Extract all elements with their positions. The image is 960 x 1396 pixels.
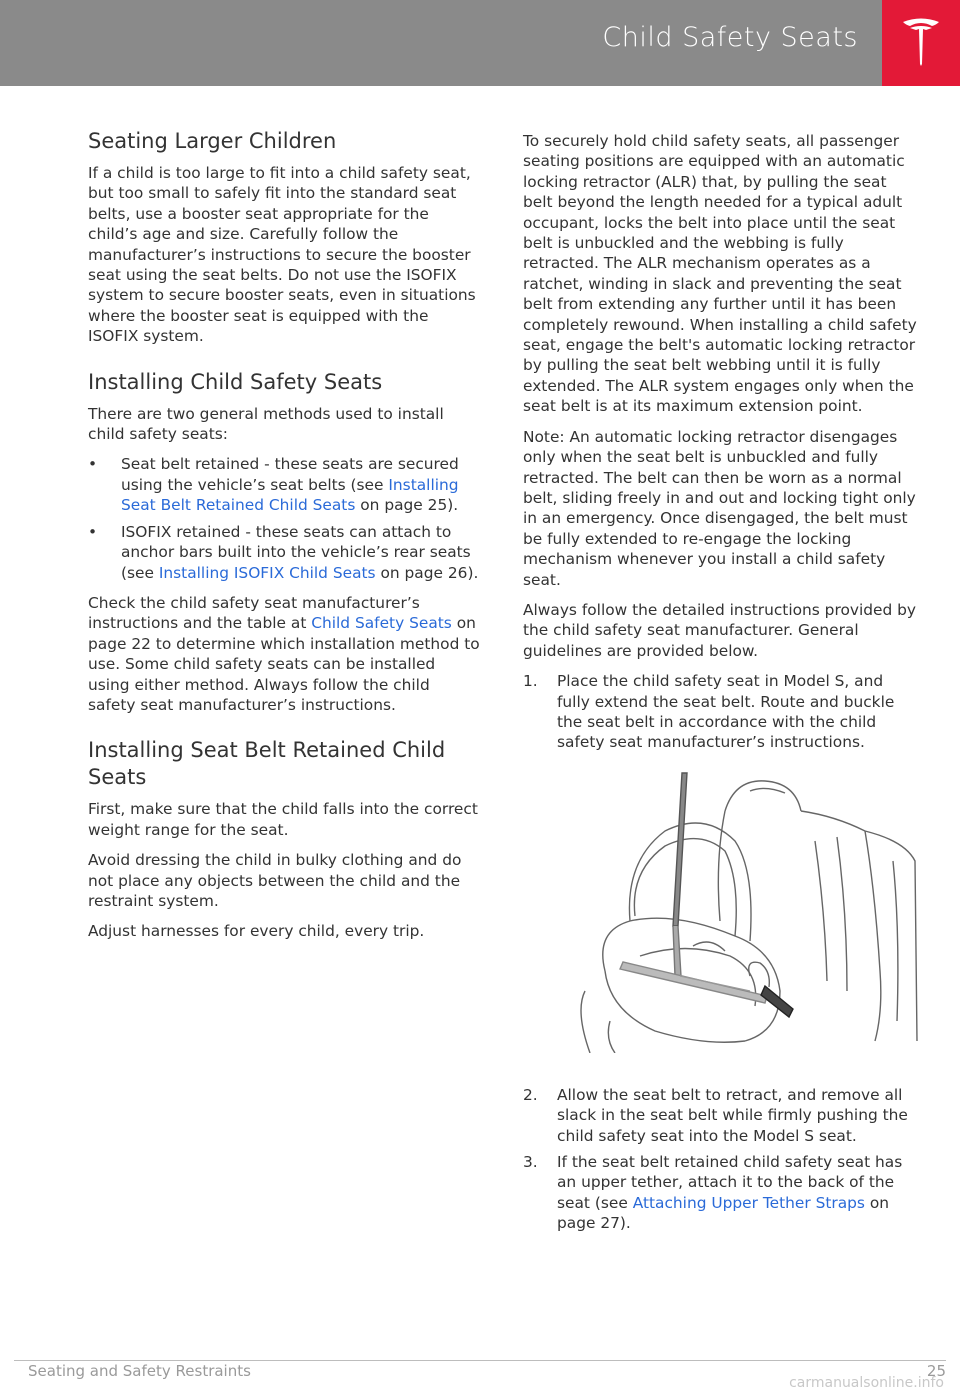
link-attaching-upper-tether[interactable]: Attaching Upper Tether Straps	[632, 1193, 865, 1212]
heading-installing-child-safety-seats: Installing Child Safety Seats	[88, 369, 383, 394]
left-column	[88, 128, 480, 952]
paragraph-alr: To securely hold child safety seats, all passenger seating positions are equipped with an automatic locking retractor (ALR) that, by pulling the seat belt beyond the length needed for a typical adult occupant, locks the belt into place until the seat belt is unbuckled and the webbing is fully retracted. The ALR mechanism operates as a ratchet, winding in slack and preventing the seat belt from extending any further until it has been completely rewound. When installing a child safety seat, engage the belt's automatic locking retractor by pulling the seat belt webbing until it is fully extended. The ALR system engages only when the seat belt is at its maximum extension point.	[523, 132, 917, 416]
step-number: 2.	[523, 1085, 538, 1104]
paragraph-follow-instructions: Always follow the detailed instructions provided by the child safety seat manufacturer. General guidelines are provided below.	[523, 600, 917, 660]
footer-page-number: 25	[926, 1362, 946, 1380]
heading-seating-larger-children: Seating Larger Children	[88, 129, 337, 153]
child-seat-illustration	[575, 771, 918, 1053]
install-methods-list	[88, 454, 480, 582]
link-installing-seat-belt-retained[interactable]: Installing Seat Belt Retained Child Seats	[121, 475, 459, 515]
right-column	[523, 131, 918, 1244]
tesla-logo-icon	[901, 16, 941, 68]
footer-divider	[14, 1360, 946, 1361]
figure	[523, 771, 918, 1071]
heading-installing-seat-belt-retained: Installing Seat Belt Retained Child Seats	[88, 738, 446, 790]
list-item: 1. Place the child safety seat in Model S, and fully extend the seat belt. Route and buckle the seat belt in accordance with the child safety seat manufacturer’s instructions.	[523, 672, 895, 752]
list-item: • ISOFIX retained - these seats can attach to anchor bars built into the vehicle’s rear seats (see Installing ISOFIX Child Seats on page 26).	[88, 522, 479, 582]
bullet: •	[88, 522, 98, 541]
link-installing-isofix[interactable]: Installing ISOFIX Child Seats	[158, 563, 376, 582]
paragraph-bulky-clothing: Avoid dressing the child in bulky clothing and do not place any objects between the child and the restraint system.	[88, 851, 462, 910]
paragraph-install-methods: There are two general methods used to install child safety seats:	[88, 404, 444, 444]
watermark: carmanualsonline.info	[789, 1375, 944, 1391]
step-number: 1.	[523, 672, 538, 691]
bullet: •	[88, 455, 98, 474]
page-header	[0, 0, 960, 86]
list-item: • Seat belt retained - these seats are secured using the vehicle’s seat belts (see Installing Seat Belt Retained Child Seats on page 25).	[88, 455, 459, 515]
logo-box	[882, 0, 960, 86]
steps-list-continued	[523, 1085, 918, 1234]
list-item: 2. Allow the seat belt to retract, and remove all slack in the seat belt while firmly pushing the child safety seat into the Model S seat.	[523, 1085, 908, 1145]
link-child-safety-seats[interactable]: Child Safety Seats	[311, 614, 452, 633]
paragraph-check-manufacturer: Check the child safety seat manufacturer’s instructions and the table at Child Safety Seats on page 22 to determine which installation method to use. Some child safety seats can be installed using either method. Always follow the child safety seat manufacturer’s instructions.	[88, 593, 480, 714]
footer-section: Seating and Safety Restraints	[28, 1362, 251, 1380]
steps-list	[523, 671, 918, 753]
paragraph-larger-children: If a child is too large to fit into a child safety seat, but too small to safely fit into the standard seat belts, use a booster seat appropriate for the child’s age and size. Carefully follow the manufacturer’s instructions to secure the booster seat using the seat belts. Do not use the ISOFIX system to secure booster seats, even in situations where the booster seat is equipped with the ISOFIX system.	[88, 164, 476, 346]
step-number: 3.	[523, 1153, 538, 1171]
page-title: Child Safety Seats	[602, 22, 858, 53]
paragraph-weight-range: First, make sure that the child falls into the correct weight range for the seat.	[88, 800, 478, 839]
paragraph-note: Note: An automatic locking retractor disengages only when the seat belt is unbuckled and fully retracted. The belt can then be worn as a normal belt, sliding freely in and out and locking tight only in an emergency. Once disengaged, the belt must be fully extended to re-engage the locking mechanism whenever you install a child safety seat.	[523, 427, 916, 589]
list-item: 3. If the seat belt retained child safety seat has an upper tether, attach it to the back of the seat (see Attaching Upper Tether Straps on page 27).	[523, 1153, 903, 1233]
paragraph-adjust-harnesses: Adjust harnesses for every child, every trip.	[88, 922, 425, 941]
